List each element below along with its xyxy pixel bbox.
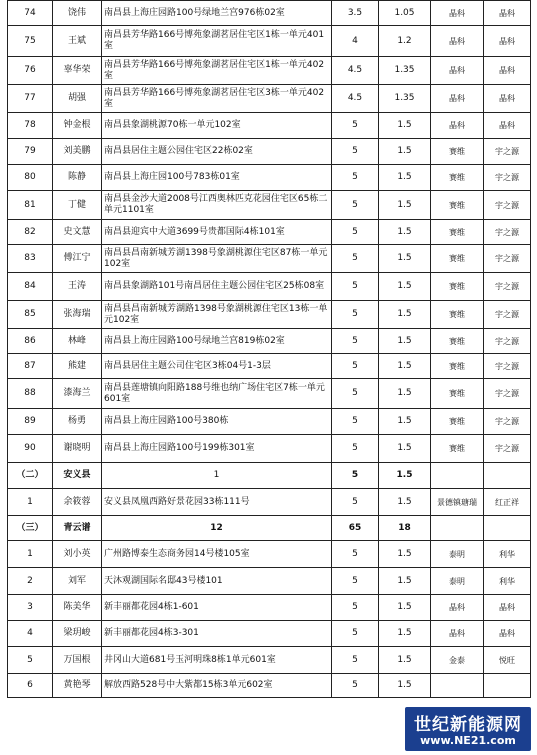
- section-capacity: 65: [332, 516, 379, 541]
- table-row: [8, 541, 531, 568]
- capacity-value: 5: [332, 647, 379, 674]
- empty-cell: [431, 516, 484, 541]
- capacity-value: 5: [332, 273, 379, 301]
- install-address: 南昌县上海庄园路100号绿地兰宫976栋02室: [102, 1, 332, 26]
- subsidy-table: [7, 0, 531, 698]
- capacity-value: 5: [332, 435, 379, 463]
- row-number: 5: [8, 647, 53, 674]
- row-number: 83: [8, 245, 53, 273]
- module-supplier: 赛维: [431, 139, 484, 165]
- capacity-value: 5: [332, 165, 379, 191]
- empty-cell: [431, 463, 484, 489]
- row-number: 77: [8, 85, 53, 113]
- install-address: 南昌县芳华路166号博苑象湖茗居住宅区1栋一单元401室: [102, 26, 332, 57]
- row-number: 82: [8, 220, 53, 245]
- table-row: [8, 435, 531, 463]
- capacity-value: 5: [332, 220, 379, 245]
- module-supplier: 赛维: [431, 354, 484, 379]
- subsidy-value: 1.5: [379, 354, 431, 379]
- owner-name: 王斌: [53, 26, 102, 57]
- install-address: 新丰丽都花园4栋1-601: [102, 595, 332, 621]
- installer: 宇之源: [484, 435, 531, 463]
- owner-name: 辜华荣: [53, 57, 102, 85]
- install-address: 南昌县昌南新城芳湖1398号象湖桃源住宅区87栋一单元102室: [102, 245, 332, 273]
- subsidy-value: 1.5: [379, 489, 431, 516]
- subsidy-value: 1.5: [379, 139, 431, 165]
- capacity-value: 5: [332, 139, 379, 165]
- owner-name: 熊建: [53, 354, 102, 379]
- table-row: [8, 354, 531, 379]
- row-number: 1: [8, 541, 53, 568]
- watermark-title: 世纪新能源网: [414, 715, 522, 735]
- installer: [484, 674, 531, 698]
- module-supplier: 晶科: [431, 621, 484, 647]
- module-supplier: 泰明: [431, 541, 484, 568]
- table-row: [8, 57, 531, 85]
- row-number: 3: [8, 595, 53, 621]
- installer: 宇之源: [484, 273, 531, 301]
- module-supplier: 赛维: [431, 435, 484, 463]
- install-address: 南昌县上海庄园路100号绿地兰宫819栋02室: [102, 329, 332, 354]
- install-address: 井冈山大道681号玉河明珠8栋1单元601室: [102, 647, 332, 674]
- capacity-value: 4.5: [332, 57, 379, 85]
- install-address: 南昌县莲塘镇向阳路188号维也纳广场住宅区7栋一单元601室: [102, 379, 332, 409]
- module-supplier: 晶科: [431, 57, 484, 85]
- table-row: [8, 489, 531, 516]
- section-number: （三）: [8, 516, 53, 541]
- subsidy-value: 1.5: [379, 621, 431, 647]
- row-number: 85: [8, 301, 53, 329]
- owner-name: 杨勇: [53, 409, 102, 435]
- table-row: [8, 273, 531, 301]
- row-number: 1: [8, 489, 53, 516]
- install-address: 南昌县芳华路166号博苑象湖茗居住宅区1栋一单元402室: [102, 57, 332, 85]
- owner-name: 谢晓明: [53, 435, 102, 463]
- subsidy-value: 1.2: [379, 26, 431, 57]
- installer: 晶科: [484, 26, 531, 57]
- subsidy-value: 1.5: [379, 435, 431, 463]
- module-supplier: 赛维: [431, 245, 484, 273]
- installer: 宇之源: [484, 379, 531, 409]
- row-number: 90: [8, 435, 53, 463]
- capacity-value: 5: [332, 113, 379, 139]
- section-number: （二）: [8, 463, 53, 489]
- row-number: 79: [8, 139, 53, 165]
- install-address: 新丰丽都花园4栋3-301: [102, 621, 332, 647]
- installer: 晶科: [484, 595, 531, 621]
- section-capacity: 5: [332, 463, 379, 489]
- install-address: 南昌县上海庄园路100号199栋301室: [102, 435, 332, 463]
- module-supplier: 金泰: [431, 647, 484, 674]
- module-supplier: 晶科: [431, 113, 484, 139]
- table-row: [8, 165, 531, 191]
- capacity-value: 5: [332, 568, 379, 595]
- installer: 晶科: [484, 85, 531, 113]
- subsidy-value: 1.5: [379, 595, 431, 621]
- subsidy-value: 1.05: [379, 1, 431, 26]
- row-number: 78: [8, 113, 53, 139]
- table-row: [8, 113, 531, 139]
- installer: 宇之源: [484, 191, 531, 220]
- install-address: 南昌县昌南新城芳湖路1398号象湖桃源住宅区13栋一单元102室: [102, 301, 332, 329]
- install-address: 南昌县上海庄园路100号380栋: [102, 409, 332, 435]
- row-number: 75: [8, 26, 53, 57]
- capacity-value: 4.5: [332, 85, 379, 113]
- section-header-row: [8, 463, 531, 489]
- installer: 宇之源: [484, 354, 531, 379]
- row-number: 74: [8, 1, 53, 26]
- installer: 利华: [484, 541, 531, 568]
- watermark-url: www.NE21.com: [420, 734, 516, 747]
- installer: 宇之源: [484, 245, 531, 273]
- capacity-value: 5: [332, 595, 379, 621]
- row-number: 2: [8, 568, 53, 595]
- section-count: 1: [102, 463, 332, 489]
- capacity-value: 5: [332, 329, 379, 354]
- table-row: [8, 621, 531, 647]
- owner-name: 傅江宁: [53, 245, 102, 273]
- table-row: [8, 595, 531, 621]
- capacity-value: 5: [332, 301, 379, 329]
- empty-cell: [484, 516, 531, 541]
- owner-name: 丁健: [53, 191, 102, 220]
- capacity-value: 5: [332, 674, 379, 698]
- table-row: [8, 85, 531, 113]
- table-row: [8, 409, 531, 435]
- row-number: 84: [8, 273, 53, 301]
- installer: 宇之源: [484, 165, 531, 191]
- install-address: 南昌县象湖路101号南昌居住主题公园住宅区25栋08室: [102, 273, 332, 301]
- install-address: 安义县凤凰西路好景花园33栋111号: [102, 489, 332, 516]
- install-address: 南昌县居住主题公园住宅区22栋02室: [102, 139, 332, 165]
- subsidy-value: 1.5: [379, 329, 431, 354]
- table-row: [8, 1, 531, 26]
- installer: 宇之源: [484, 329, 531, 354]
- installer: 宇之源: [484, 301, 531, 329]
- subsidy-value: 1.5: [379, 273, 431, 301]
- subsidy-value: 1.5: [379, 409, 431, 435]
- module-supplier: 晶科: [431, 26, 484, 57]
- module-supplier: 赛维: [431, 329, 484, 354]
- installer: 晶科: [484, 113, 531, 139]
- module-supplier: 泰明: [431, 568, 484, 595]
- owner-name: 梁玥峻: [53, 621, 102, 647]
- owner-name: 刘小英: [53, 541, 102, 568]
- installer: 宇之源: [484, 220, 531, 245]
- install-address: 解放西路528号中大紫都15栋3单元602室: [102, 674, 332, 698]
- module-supplier: 赛维: [431, 379, 484, 409]
- subsidy-value: 1.5: [379, 301, 431, 329]
- subsidy-value: 1.5: [379, 245, 431, 273]
- module-supplier: 赛维: [431, 301, 484, 329]
- table-body: [8, 1, 531, 698]
- subsidy-value: 1.5: [379, 541, 431, 568]
- subsidy-value: 1.35: [379, 57, 431, 85]
- owner-name: 王涛: [53, 273, 102, 301]
- capacity-value: 5: [332, 191, 379, 220]
- table-row: [8, 301, 531, 329]
- install-address: 南昌县迎宾中大道3699号贵都国际4栋101室: [102, 220, 332, 245]
- module-supplier: 赛维: [431, 273, 484, 301]
- subsidy-value: 1.5: [379, 568, 431, 595]
- capacity-value: 5: [332, 379, 379, 409]
- module-supplier: [431, 674, 484, 698]
- owner-name: 刘军: [53, 568, 102, 595]
- install-address: 南昌县金沙大道2008号江西奥林匹克花园住宅区65栋二单元1101室: [102, 191, 332, 220]
- installer: 晶科: [484, 57, 531, 85]
- section-name: 安义县: [53, 463, 102, 489]
- installer: 悦旺: [484, 647, 531, 674]
- section-subsidy: 18: [379, 516, 431, 541]
- module-supplier: 赛维: [431, 191, 484, 220]
- owner-name: 张海瑞: [53, 301, 102, 329]
- capacity-value: 5: [332, 621, 379, 647]
- row-number: 4: [8, 621, 53, 647]
- owner-name: 漆海兰: [53, 379, 102, 409]
- module-supplier: 景德镇瑭瑞: [431, 489, 484, 516]
- install-address: 广州路博泰生态商务园14号楼105室: [102, 541, 332, 568]
- section-name: 青云谱: [53, 516, 102, 541]
- owner-name: 刘美鹏: [53, 139, 102, 165]
- row-number: 80: [8, 165, 53, 191]
- empty-cell: [484, 463, 531, 489]
- capacity-value: 5: [332, 245, 379, 273]
- owner-name: 万国根: [53, 647, 102, 674]
- table-row: [8, 245, 531, 273]
- owner-name: 余筱蓉: [53, 489, 102, 516]
- section-header-row: [8, 516, 531, 541]
- subsidy-value: 1.5: [379, 647, 431, 674]
- capacity-value: 5: [332, 354, 379, 379]
- table-row: [8, 26, 531, 57]
- install-address: 南昌县象湖桃源70栋一单元102室: [102, 113, 332, 139]
- module-supplier: 晶科: [431, 595, 484, 621]
- subsidy-value: 1.5: [379, 220, 431, 245]
- installer: 宇之源: [484, 139, 531, 165]
- capacity-value: 3.5: [332, 1, 379, 26]
- table-row: [8, 139, 531, 165]
- install-address: 南昌县居住主题公司住宅区3栋04号1-3层: [102, 354, 332, 379]
- subsidy-value: 1.5: [379, 379, 431, 409]
- table-row: [8, 379, 531, 409]
- module-supplier: 晶科: [431, 1, 484, 26]
- installer: 晶科: [484, 621, 531, 647]
- install-address: 天沐观湖国际名邸43号楼101: [102, 568, 332, 595]
- subsidy-value: 1.5: [379, 191, 431, 220]
- install-address: 南昌县芳华路166号博苑象湖茗居住宅区3栋一单元402室: [102, 85, 332, 113]
- capacity-value: 5: [332, 541, 379, 568]
- subsidy-value: 1.35: [379, 85, 431, 113]
- capacity-value: 4: [332, 26, 379, 57]
- owner-name: 钟金根: [53, 113, 102, 139]
- table-row: [8, 329, 531, 354]
- row-number: 88: [8, 379, 53, 409]
- table-row: [8, 674, 531, 698]
- owner-name: 黄艳琴: [53, 674, 102, 698]
- row-number: 81: [8, 191, 53, 220]
- installer: 利华: [484, 568, 531, 595]
- module-supplier: 赛维: [431, 165, 484, 191]
- section-subsidy: 1.5: [379, 463, 431, 489]
- row-number: 87: [8, 354, 53, 379]
- row-number: 6: [8, 674, 53, 698]
- module-supplier: 晶科: [431, 85, 484, 113]
- watermark-logo: [405, 707, 531, 751]
- owner-name: 饶伟: [53, 1, 102, 26]
- owner-name: 胡强: [53, 85, 102, 113]
- subsidy-value: 1.5: [379, 674, 431, 698]
- installer: 晶科: [484, 1, 531, 26]
- table-row: [8, 647, 531, 674]
- section-count: 12: [102, 516, 332, 541]
- subsidy-value: 1.5: [379, 165, 431, 191]
- module-supplier: 赛维: [431, 220, 484, 245]
- installer: 宇之源: [484, 409, 531, 435]
- owner-name: 陈静: [53, 165, 102, 191]
- subsidy-value: 1.5: [379, 113, 431, 139]
- capacity-value: 5: [332, 409, 379, 435]
- owner-name: 林峰: [53, 329, 102, 354]
- row-number: 89: [8, 409, 53, 435]
- row-number: 76: [8, 57, 53, 85]
- install-address: 南昌县上海庄园100号783栋01室: [102, 165, 332, 191]
- module-supplier: 赛维: [431, 409, 484, 435]
- table-row: [8, 220, 531, 245]
- capacity-value: 5: [332, 489, 379, 516]
- row-number: 86: [8, 329, 53, 354]
- table-row: [8, 191, 531, 220]
- owner-name: 陈美华: [53, 595, 102, 621]
- table-row: [8, 568, 531, 595]
- owner-name: 史文慧: [53, 220, 102, 245]
- installer: 红正祥: [484, 489, 531, 516]
